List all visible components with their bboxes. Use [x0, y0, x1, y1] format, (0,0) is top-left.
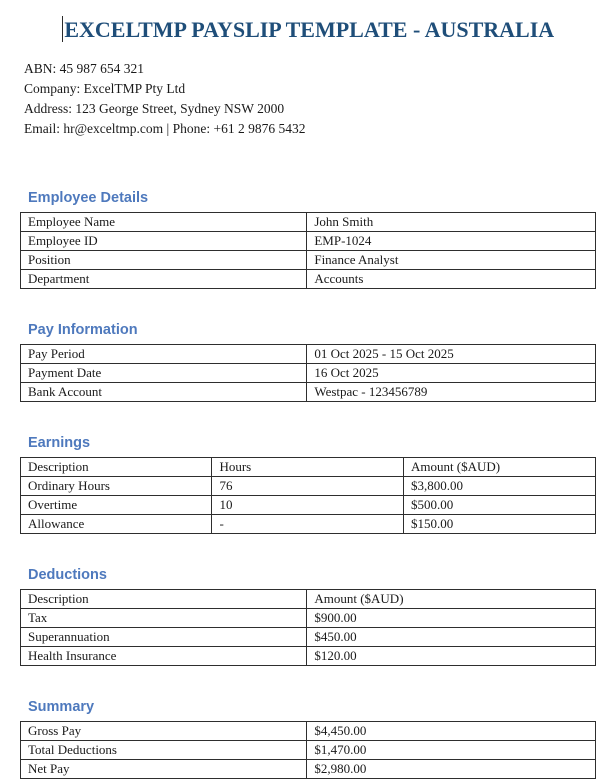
employee-details-table — [20, 212, 596, 289]
table-row — [21, 760, 596, 779]
table-header-row — [21, 458, 596, 477]
field-value-cell: Westpac - 123456789 — [307, 383, 596, 402]
table-row — [21, 364, 596, 383]
field-value-cell: 01 Oct 2025 - 15 Oct 2025 — [307, 345, 596, 364]
amount-cell: $3,800.00 — [403, 477, 595, 496]
section-pay-information — [20, 322, 596, 402]
field-label-cell: Pay Period — [21, 345, 307, 364]
field-label-cell: Department — [21, 270, 307, 289]
amount-cell: $1,470.00 — [307, 741, 596, 760]
field-label-cell: Bank Account — [21, 383, 307, 402]
field-value-cell: John Smith — [307, 213, 596, 232]
document-title — [20, 16, 596, 44]
column-header-cell: Amount ($AUD) — [403, 458, 595, 477]
column-header-cell: Description — [21, 590, 307, 609]
field-value-cell: 16 Oct 2025 — [307, 364, 596, 383]
field-label-cell: Payment Date — [21, 364, 307, 383]
field-label-cell: Employee ID — [21, 232, 307, 251]
field-label-cell: Ordinary Hours — [21, 477, 212, 496]
amount-cell: $900.00 — [307, 609, 596, 628]
field-label-cell: Superannuation — [21, 628, 307, 647]
amount-cell: $4,450.00 — [307, 722, 596, 741]
deductions-heading: Deductions — [28, 567, 107, 583]
section-earnings — [20, 435, 596, 534]
table-row — [21, 647, 596, 666]
contact-line: Email: hr@exceltmp.com | Phone: +61 2 9876 5432 — [24, 121, 306, 136]
abn-line: ABN: 45 987 654 321 — [24, 61, 145, 76]
document-title-text: EXCELTMP PAYSLIP TEMPLATE - AUSTRALIA — [64, 17, 555, 42]
amount-cell: $120.00 — [307, 647, 596, 666]
summary-heading: Summary — [28, 699, 95, 715]
field-label-cell: Employee Name — [21, 213, 307, 232]
table-row — [21, 383, 596, 402]
field-label-cell: Net Pay — [21, 760, 307, 779]
column-header-cell: Hours — [212, 458, 403, 477]
amount-cell: $450.00 — [307, 628, 596, 647]
table-row — [21, 722, 596, 741]
deductions-table — [20, 589, 596, 666]
amount-cell: $2,980.00 — [307, 760, 596, 779]
column-header-cell: Amount ($AUD) — [307, 590, 596, 609]
hours-cell: 10 — [212, 496, 403, 515]
section-deductions — [20, 567, 596, 666]
employee-details-heading: Employee Details — [28, 190, 149, 206]
table-row — [21, 213, 596, 232]
address-line: Address: 123 George Street, Sydney NSW 2000 — [24, 101, 285, 116]
section-summary — [20, 699, 596, 779]
table-row — [21, 345, 596, 364]
table-row — [21, 232, 596, 251]
table-row — [21, 270, 596, 289]
pay-information-heading: Pay Information — [28, 322, 138, 338]
company-line: Company: ExcelTMP Pty Ltd — [24, 81, 186, 96]
summary-table — [20, 721, 596, 779]
table-row — [21, 741, 596, 760]
table-row — [21, 477, 596, 496]
field-value-cell: Finance Analyst — [307, 251, 596, 270]
field-value-cell: EMP-1024 — [307, 232, 596, 251]
earnings-heading: Earnings — [28, 435, 91, 451]
field-label-cell: Gross Pay — [21, 722, 307, 741]
hours-cell: 76 — [212, 477, 403, 496]
column-header-cell: Description — [21, 458, 212, 477]
table-header-row — [21, 590, 596, 609]
pay-information-table — [20, 344, 596, 402]
company-info-block — [24, 59, 596, 139]
amount-cell: $500.00 — [403, 496, 595, 515]
field-label-cell: Tax — [21, 609, 307, 628]
field-label-cell: Health Insurance — [21, 647, 307, 666]
table-row — [21, 515, 596, 534]
earnings-table — [20, 457, 596, 534]
table-row — [21, 251, 596, 270]
field-label-cell: Total Deductions — [21, 741, 307, 760]
table-row — [21, 628, 596, 647]
amount-cell: $150.00 — [403, 515, 595, 534]
section-employee-details — [20, 190, 596, 289]
field-value-cell: Accounts — [307, 270, 596, 289]
table-row — [21, 609, 596, 628]
field-label-cell: Position — [21, 251, 307, 270]
field-label-cell: Overtime — [21, 496, 212, 515]
table-row — [21, 496, 596, 515]
field-label-cell: Allowance — [21, 515, 212, 534]
hours-cell: - — [212, 515, 403, 534]
